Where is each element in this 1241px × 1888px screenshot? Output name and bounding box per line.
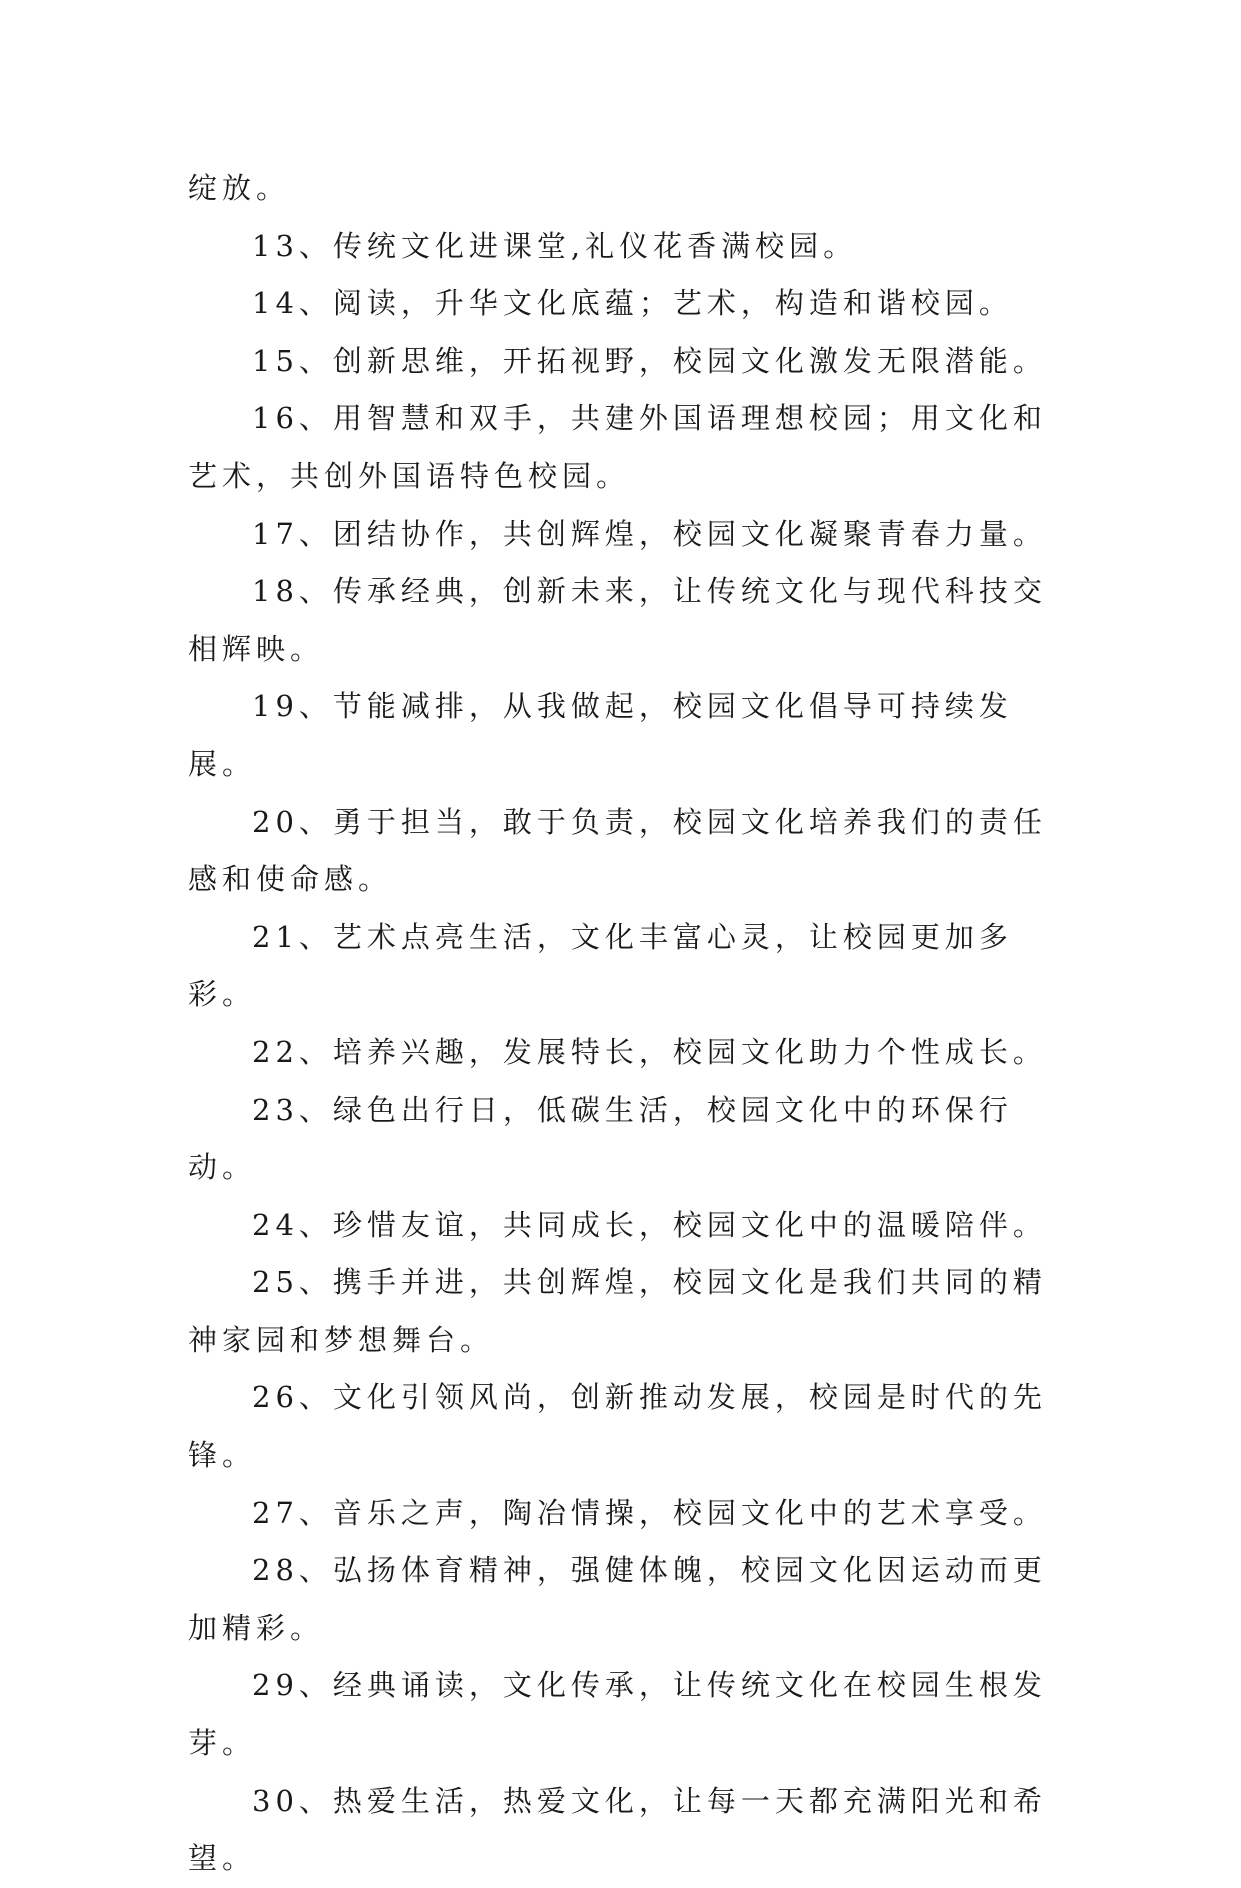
- slogan-25: 25、携手并进，共创辉煌，校园文化是我们共同的精神家园和梦想舞台。: [188, 1265, 1047, 1357]
- slogan-14: 14、阅读，升华文化底蕴；艺术，构造和谐校园。: [252, 286, 1013, 321]
- slogan-28: 28、弘扬体育精神，强健体魄，校园文化因运动而更加精彩。: [188, 1553, 1047, 1645]
- slogan-29: 29、经典诵读，文化传承，让传统文化在校园生根发芽。: [188, 1668, 1047, 1761]
- slogan-19: 19、节能减排，从我做起，校园文化倡导可持续发展。: [188, 689, 1013, 781]
- slogan-17: 17、团结协作，共创辉煌，校园文化凝聚青春力量。: [252, 516, 1047, 551]
- slogan-20: 20、勇于担当，敢于负责，校园文化培养我们的责任感和使命感。: [188, 804, 1047, 897]
- slogan-30: 30、热爱生活，热爱文化，让每一天都充满阳光和希望。: [188, 1783, 1047, 1876]
- slogan-21: 21、艺术点亮生活，文化丰富心灵，让校园更加多彩。: [188, 919, 1013, 1012]
- slogan-16: 16、用智慧和双手，共建外国语理想校园；用文化和艺术，共创外国语特色校园。: [188, 401, 1047, 493]
- slogan-27: 27、音乐之声，陶冶情操，校园文化中的艺术享受。: [252, 1495, 1047, 1530]
- slogan-24: 24、珍惜友谊，共同成长，校园文化中的温暖陪伴。: [252, 1207, 1047, 1242]
- slogan-18: 18、传承经典，创新未来，让传统文化与现代科技交相辉映。: [188, 574, 1047, 666]
- slogan-23: 23、绿色出行日，低碳生活，校园文化中的环保行动。: [188, 1092, 1013, 1185]
- slogan-22: 22、培养兴趣，发展特长，校园文化助力个性成长。: [252, 1034, 1047, 1069]
- paragraph-continuation: 绽放。: [188, 171, 291, 205]
- slogan-13: 13、传统文化进课堂,礼仪花香满校园。: [252, 228, 858, 263]
- slogan-15: 15、创新思维，开拓视野，校园文化激发无限潜能。: [252, 343, 1047, 378]
- document-body: [188, 160, 1068, 1888]
- slogan-26: 26、文化引领风尚，创新推动发展，校园是时代的先锋。: [188, 1380, 1047, 1473]
